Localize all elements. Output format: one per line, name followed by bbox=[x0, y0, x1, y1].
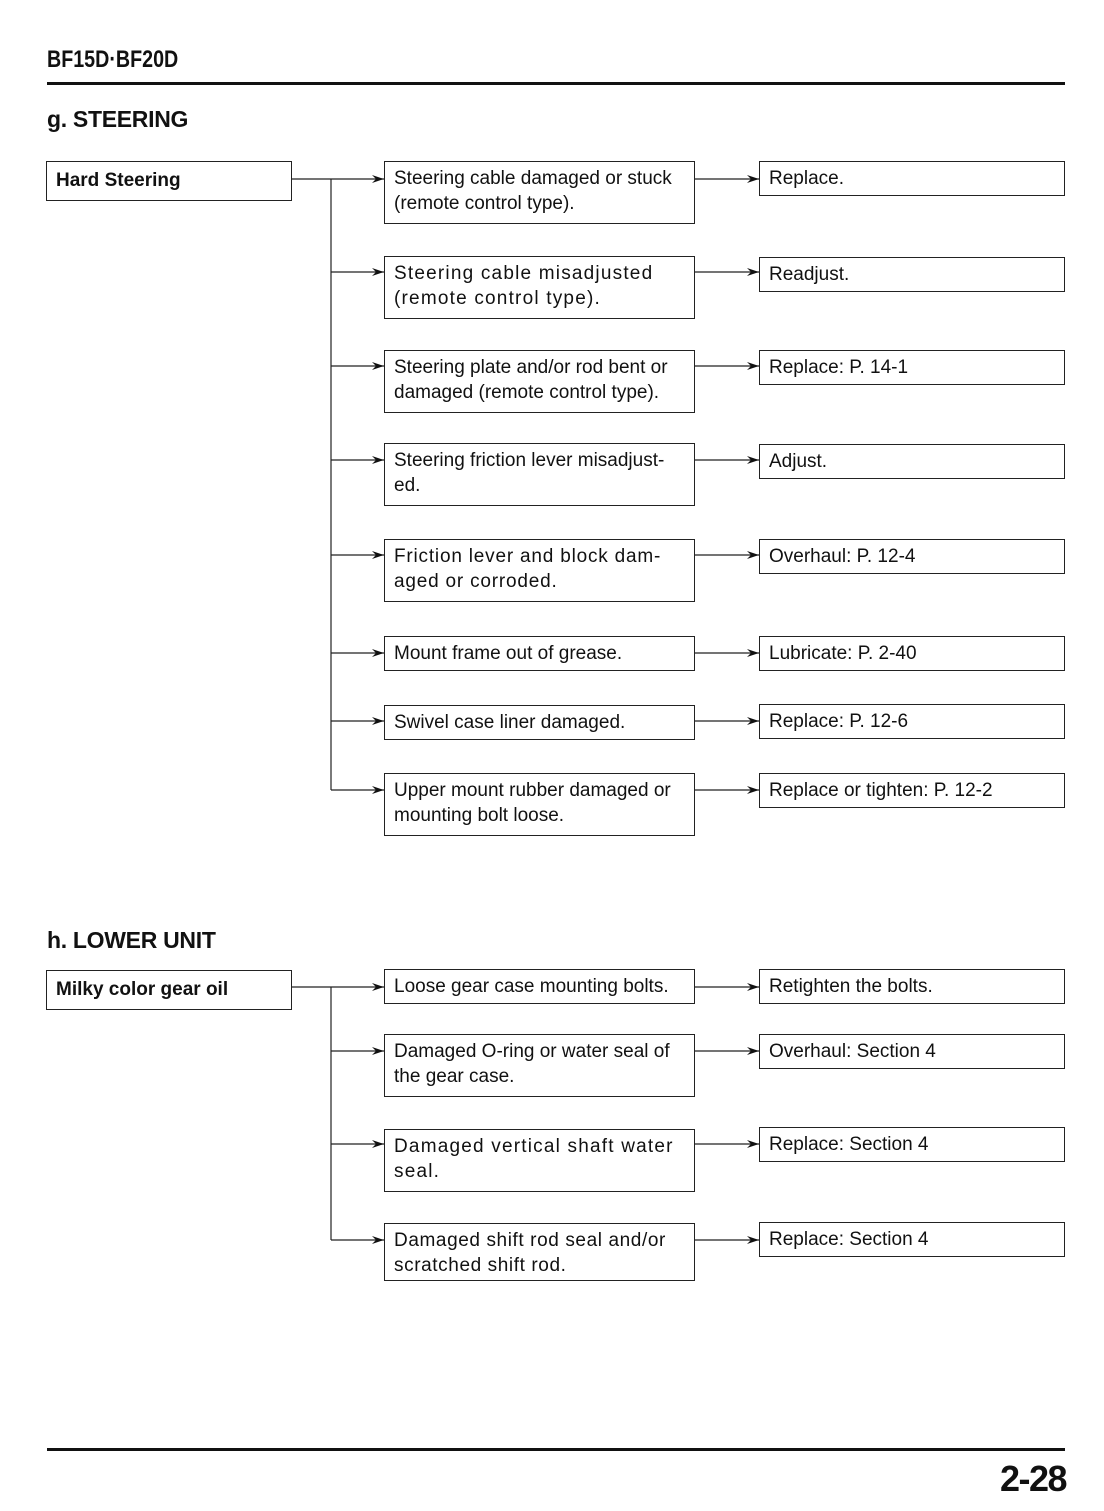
section-title-lower-unit: h. LOWER UNIT bbox=[47, 927, 216, 953]
page-number: 2-28 bbox=[999, 1458, 1066, 1499]
section-title-steering: g. STEERING bbox=[47, 106, 189, 132]
cause-box: Friction lever and block dam-aged or corroded. bbox=[384, 539, 695, 602]
cause-box: Damaged shift rod seal and/or scratched shift rod. bbox=[384, 1223, 695, 1281]
cause-box: Damaged vertical shaft water seal. bbox=[384, 1129, 695, 1192]
remedy-box: Replace or tighten: P. 12-2 bbox=[759, 773, 1065, 808]
remedy-box: Replace: Section 4 bbox=[759, 1127, 1065, 1162]
remedy-box: Replace. bbox=[759, 161, 1065, 196]
remedy-box: Replace: Section 4 bbox=[759, 1222, 1065, 1257]
cause-box: Upper mount rubber damaged or mounting bolt loose. bbox=[384, 773, 695, 836]
remedy-box: Overhaul: Section 4 bbox=[759, 1034, 1065, 1069]
remedy-box: Lubricate: P. 2-40 bbox=[759, 636, 1065, 671]
cause-box: Loose gear case mounting bolts. bbox=[384, 969, 695, 1004]
remedy-box: Adjust. bbox=[759, 444, 1065, 479]
cause-box: Damaged O-ring or water seal of the gear case. bbox=[384, 1034, 695, 1097]
cause-box: Swivel case liner damaged. bbox=[384, 705, 695, 740]
remedy-box: Replace: P. 12-6 bbox=[759, 704, 1065, 739]
cause-box: Steering plate and/or rod bent or damaged (remote control type). bbox=[384, 350, 695, 413]
cause-box: Steering friction lever misadjust-ed. bbox=[384, 443, 695, 506]
symptom-hard-steering: Hard Steering bbox=[46, 161, 292, 201]
cause-box: Steering cable damaged or stuck (remote control type). bbox=[384, 161, 695, 224]
model-title: BF15D·BF20D bbox=[47, 46, 179, 73]
remedy-box: Replace: P. 14-1 bbox=[759, 350, 1065, 385]
remedy-box: Retighten the bolts. bbox=[759, 969, 1065, 1004]
remedy-box: Overhaul: P. 12-4 bbox=[759, 539, 1065, 574]
remedy-box: Readjust. bbox=[759, 257, 1065, 292]
symptom-milky-gear-oil: Milky color gear oil bbox=[46, 970, 292, 1010]
footer-rule bbox=[47, 1448, 1065, 1451]
cause-box: Steering cable misadjusted (remote control type). bbox=[384, 256, 695, 319]
cause-box: Mount frame out of grease. bbox=[384, 636, 695, 671]
